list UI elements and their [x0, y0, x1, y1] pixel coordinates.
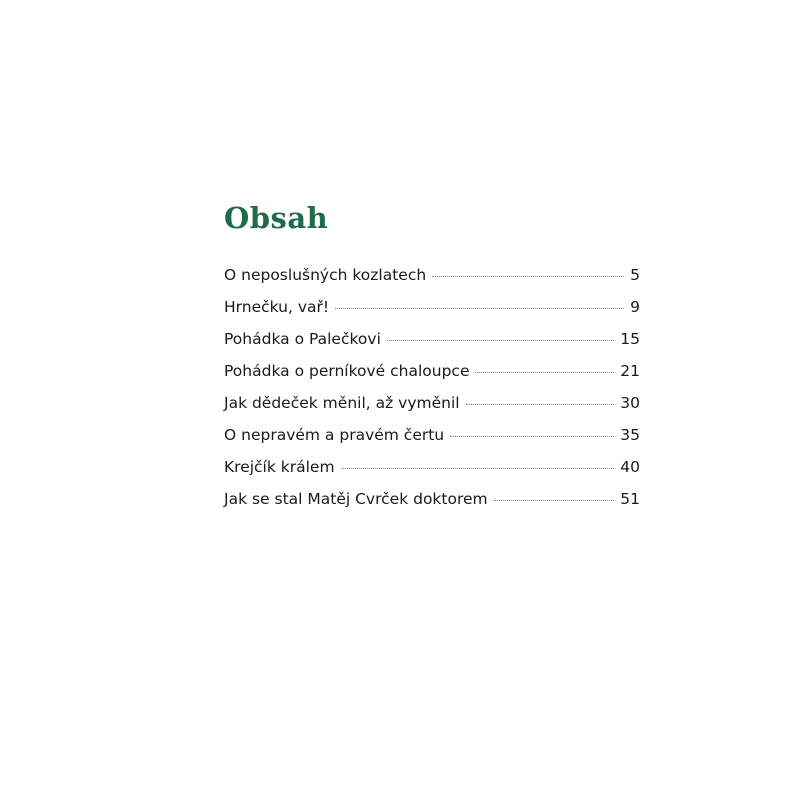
- toc-entry-title: Krejčík králem: [224, 458, 335, 476]
- toc-entry: [224, 426, 640, 458]
- toc-entry: [224, 394, 640, 426]
- toc-entry: [224, 330, 640, 362]
- dot-leader: [432, 276, 624, 277]
- table-of-contents: [224, 196, 640, 522]
- toc-entry: [224, 266, 640, 298]
- toc-entry-title: O neposlušných kozlatech: [224, 266, 427, 284]
- toc-entry-title: Pohádka o perníkové chaloupce: [224, 362, 470, 380]
- toc-entry-page: 5: [630, 266, 640, 284]
- dot-leader: [335, 308, 624, 309]
- toc-entry: [224, 362, 640, 394]
- dot-leader: [387, 340, 614, 341]
- toc-entry-page: 9: [630, 298, 640, 316]
- toc-entry-page: 30: [620, 394, 640, 412]
- toc-entry-page: 35: [620, 426, 640, 444]
- toc-entry-title: Hrnečku, vař!: [224, 298, 330, 316]
- toc-entry-title: O nepravém a pravém čertu: [224, 426, 445, 444]
- dot-leader: [341, 468, 615, 469]
- toc-entry-title: Jak se stal Matěj Cvrček doktorem: [224, 490, 488, 508]
- toc-entry-title: Jak dědeček měnil, až vyměnil: [224, 394, 460, 412]
- toc-entry-page: 15: [620, 330, 640, 348]
- toc-title: Obsah: [224, 201, 329, 235]
- toc-list: [224, 266, 640, 522]
- toc-entry: [224, 490, 640, 522]
- toc-entry-page: 40: [620, 458, 640, 476]
- dot-leader: [494, 500, 615, 501]
- dot-leader: [466, 404, 615, 405]
- toc-entry: [224, 458, 640, 490]
- toc-entry-page: 21: [620, 362, 640, 380]
- dot-leader: [475, 372, 614, 373]
- toc-entry-title: Pohádka o Palečkovi: [224, 330, 381, 348]
- toc-entry: [224, 298, 640, 330]
- toc-entry-page: 51: [620, 490, 640, 508]
- dot-leader: [450, 436, 614, 437]
